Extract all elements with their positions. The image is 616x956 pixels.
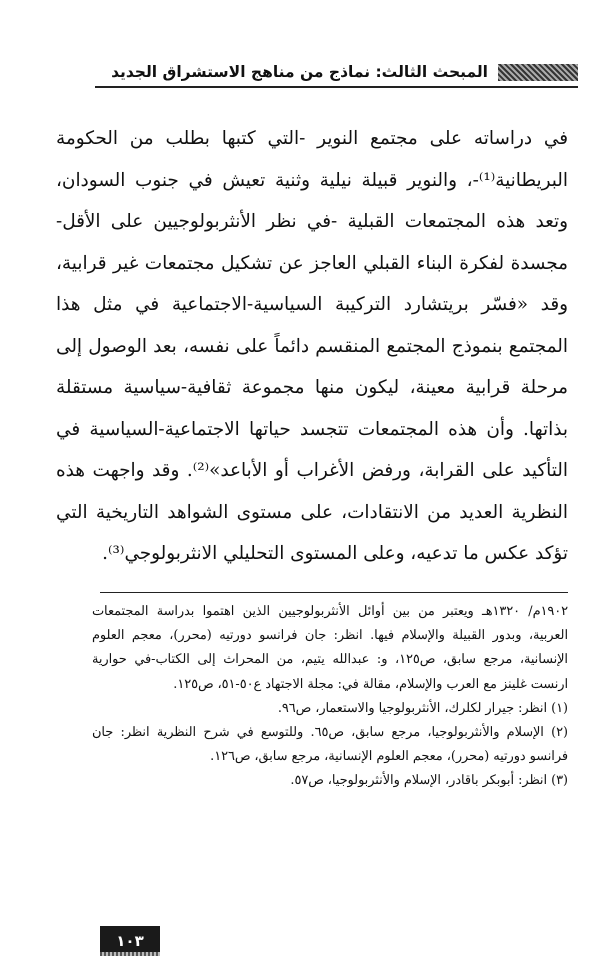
main-text [56,118,568,575]
running-head-title: المبحث الثالث: نماذج من مناهج الاستشراق الجديد [111,63,488,81]
footnote-separator [100,592,568,593]
footnote-3: (٣) انظر: أبوبكر باقادر، الإسلام والأنثربولوجيا، ص٥٧. [290,773,568,789]
footnote-1: (١) انظر: جيرار لكلرك، الأنثربولوجيا والاستعمار، ص٩٦. [277,700,568,716]
page-number-ornament [100,952,160,956]
body-paragraph: في دراساته على مجتمع النوير -التي كتبها بطلب من الحكومة البريطانية⁽¹⁾-، والنوير قبيلة نيلية وثنية تعيش في جنوب السودان، وتعد هذه المجتمعات القبلية -في نظر الأنثربولوجيين على الأقل- مجسدة لفكرة البناء القبلي العاجز عن تشكيل مجتمعات غير قرابية، وقد «فسّر بريتشارد التركيبة السياسية-الاجتماعية في مثل هذا المجتمع بنموذج المجتمع المنقسم دائماً على نفسه، بعد الوصول إلى مرحلة قرابية معينة، ليكون منها مجموعة ثقافية-سياسية مستقلة بذاتها. وأن هذه المجتمعات تتجسد حياتها الاجتماعية-السياسية في التأكيد على القرابة، ورفض الأغراب أو الأباعد»⁽²⁾. وقد واجهت هذه النظرية العديد من الانتقادات، على مستوى الشواهد التاريخية التي تؤكد عكس ما تدعيه، وعلى المستوى التحليلي الانثربولوجي⁽³⁾. [56,128,568,564]
footnote-continuation: ١٩٠٢م/ ١٣٢٠هـ ويعتبر من بين أوائل الأنثربولوجيين الذين اهتموا بدراسة المجتمعات العربية، وبدور القبيلة والإسلام فيها. انظر: جان فرانسو دورتيه (محرر)، معجم العلوم الإنسانية، مرجع سابق، ص١٢٥، و: عبدالله يتيم، من المحراث إلى الكتاب-في حوارية ارنست غلينز مع العرب والإسلام، مقالة في: مجلة الاجتهاد ع٥٠-٥١، ص١٢٥. [92,604,568,692]
footnote-2: (٢) الإسلام والأنثربولوجيا، مرجع سابق، ص٦٥. وللتوسع في شرح النظرية انظر: جان فرانسو دورتيه (محرر)، معجم العلوم الإنسانية، مرجع سابق، ص١٢٦. [92,725,569,765]
footnotes [92,600,568,794]
page-number-text: ١٠٣ [116,932,144,950]
running-head [95,58,578,88]
header-ornament-bar [498,64,578,81]
